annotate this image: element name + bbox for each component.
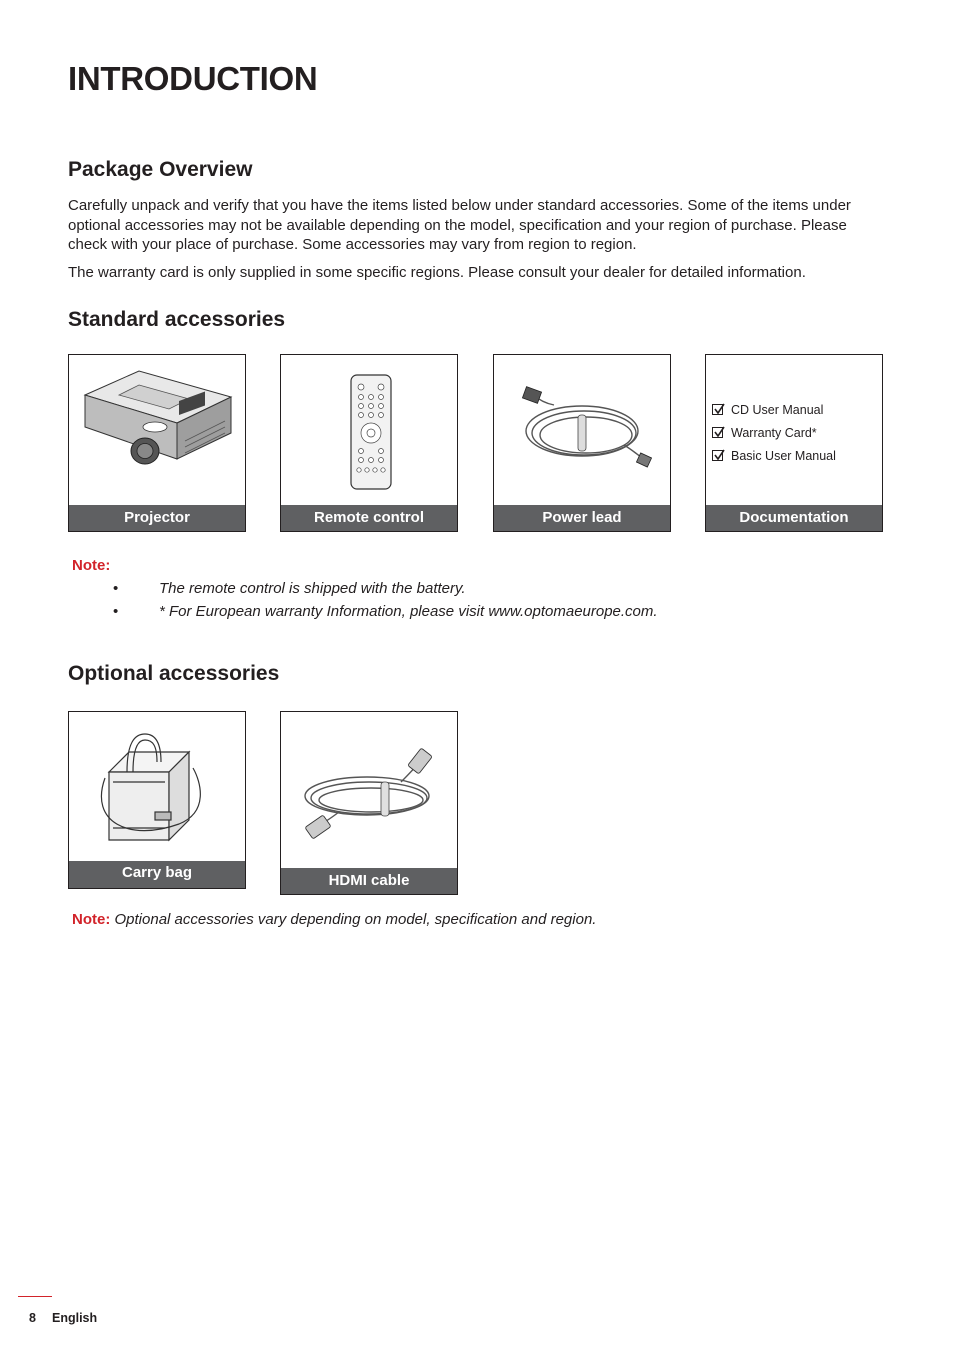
page-title: INTRODUCTION bbox=[68, 60, 318, 97]
power-cord-icon bbox=[494, 355, 670, 505]
optional-accessories-heading: Optional accessories bbox=[68, 662, 280, 685]
note-label: Note: bbox=[72, 911, 111, 928]
accessory-card-documentation bbox=[705, 354, 883, 532]
accessory-card-projector bbox=[68, 354, 246, 532]
accessory-card-hdmi-cable bbox=[280, 711, 458, 895]
checkbox-icon bbox=[712, 450, 723, 461]
documentation-item bbox=[712, 421, 836, 444]
note-bullet-2: * For European warranty Information, please visit www.optomaeurope.com. bbox=[159, 603, 658, 620]
documentation-item-label: Basic User Manual bbox=[731, 448, 836, 463]
hdmi-cable-icon bbox=[281, 712, 457, 868]
checkbox-icon bbox=[712, 427, 723, 438]
bullet-marker: • bbox=[113, 603, 119, 620]
documentation-list bbox=[712, 398, 836, 467]
optional-note-text: Optional accessories vary depending on model, specification and region. bbox=[114, 911, 597, 928]
standard-accessories-heading: Standard accessories bbox=[68, 308, 286, 331]
package-overview-heading: Package Overview bbox=[68, 158, 253, 181]
note-label: Note: bbox=[72, 557, 111, 574]
accessory-label-power-lead: Power lead bbox=[494, 505, 670, 531]
accessory-label-hdmi-cable: HDMI cable bbox=[281, 868, 457, 894]
accessory-card-power-lead bbox=[493, 354, 671, 532]
accessory-label-documentation: Documentation bbox=[706, 505, 882, 531]
footer-accent-line bbox=[18, 1296, 52, 1297]
note-bullet-1: The remote control is shipped with the battery. bbox=[159, 580, 466, 597]
page-number: 8 bbox=[29, 1311, 36, 1325]
projector-icon bbox=[69, 355, 245, 505]
remote-control-icon bbox=[281, 355, 457, 505]
package-overview-paragraph-2: The warranty card is only supplied in some specific regions. Please consult your dealer for detailed information. bbox=[68, 264, 806, 281]
accessory-label-projector: Projector bbox=[69, 505, 245, 531]
documentation-item-label: Warranty Card* bbox=[731, 425, 817, 440]
documentation-item bbox=[712, 398, 836, 421]
footer-language: English bbox=[52, 1311, 98, 1325]
documentation-item bbox=[712, 444, 836, 467]
accessory-label-carry-bag: Carry bag bbox=[69, 861, 245, 888]
documentation-item-label: CD User Manual bbox=[731, 402, 824, 417]
checkbox-icon bbox=[712, 404, 723, 415]
accessory-card-carry-bag bbox=[68, 711, 246, 889]
bullet-marker: • bbox=[113, 580, 119, 597]
carry-bag-icon bbox=[69, 712, 245, 862]
accessory-label-remote-control: Remote control bbox=[281, 505, 457, 531]
optional-note bbox=[72, 911, 596, 928]
accessory-card-remote-control bbox=[280, 354, 458, 532]
package-overview-paragraph-1: Carefully unpack and verify that you have the items listed below under standard accessories. Some of the items under optional accessories may not be available depending on the model, specification and your region of purchase. Please check with your place of purchase. Some accessories may vary from region to region. bbox=[68, 197, 851, 253]
